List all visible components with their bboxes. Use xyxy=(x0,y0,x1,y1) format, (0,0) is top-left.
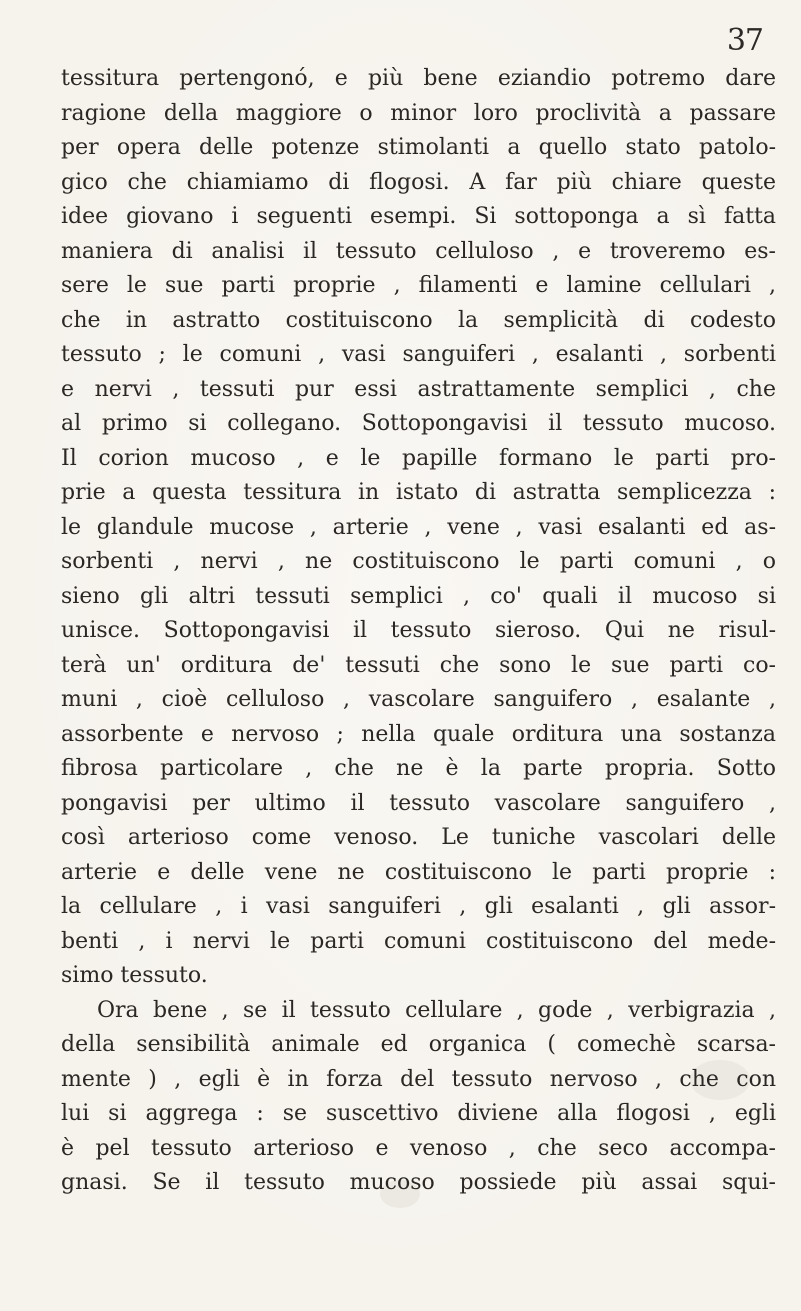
text-line: le glandule mucose , arterie , vene , vasi esalanti ed as- xyxy=(61,514,776,540)
text-line: della sensibilità animale ed organica ( comechè scarsa- xyxy=(61,1032,776,1057)
text-line: tessitura pertengonó, e più bene eziandio potremo dare xyxy=(61,66,776,91)
text-line: al primo si collegano. Sottopongavisi il tessuto mucoso. xyxy=(61,411,776,436)
page-number: 37 xyxy=(726,23,763,58)
text-line: per opera delle potenze stimolanti a quello stato patolo- xyxy=(61,135,776,160)
text-line: simo tessuto. xyxy=(61,963,208,988)
text-line: ragione della maggiore o minor loro proclività a passare xyxy=(61,100,776,126)
text-line: che in astratto costituiscono la semplicità di codesto xyxy=(61,307,776,333)
text-line: unisce. Sottopongavisi il tessuto sieroso. Qui ne risul- xyxy=(61,618,776,643)
text-line: tessuto ; le comuni , vasi sanguiferi , esalanti , sorbenti xyxy=(61,342,776,367)
text-line: sere le sue parti proprie , filamenti e lamine cellulari , xyxy=(61,273,776,298)
body-text xyxy=(61,62,776,1201)
text-line: così arterioso come venoso. Le tuniche vascolari delle xyxy=(61,825,776,850)
text-line: muni , cioè celluloso , vascolare sanguifero , esalante , xyxy=(61,687,776,712)
text-line: gico che chiamiamo di flogosi. A far più chiare queste xyxy=(61,169,776,195)
text-line: benti , i nervi le parti comuni costituiscono del mede- xyxy=(61,928,776,954)
text-line: idee giovano i seguenti esempi. Si sottoponga a sì fatta xyxy=(61,204,776,229)
text-line: pongavisi per ultimo il tessuto vascolare sanguifero , xyxy=(61,790,776,816)
text-line: lui si aggrega : se suscettivo diviene alla flogosi , egli xyxy=(61,1101,776,1126)
text-line: è pel tessuto arterioso e venoso , che seco accompa- xyxy=(61,1135,776,1161)
text-line: Il corion mucoso , e le papille formano le parti pro- xyxy=(61,445,776,471)
text-line: Ora bene , se il tessuto cellulare , gode , verbigrazia , xyxy=(97,997,776,1023)
text-line: sieno gli altri tessuti semplici , co' quali il mucoso si xyxy=(61,583,776,609)
text-line: prie a questa tessitura in istato di astratta semplicezza : xyxy=(61,480,776,505)
text-line: la cellulare , i vasi sanguiferi , gli esalanti , gli assor- xyxy=(61,894,776,919)
text-line: arterie e delle vene ne costituiscono le parti proprie : xyxy=(61,859,776,885)
text-line: gnasi. Se il tessuto mucoso possiede più assai squi- xyxy=(61,1170,776,1195)
text-line: e nervi , tessuti pur essi astrattamente semplici , che xyxy=(61,376,776,402)
text-line: maniera di analisi il tessuto celluloso , e troveremo es- xyxy=(61,238,776,264)
text-line: terà un' orditura de' tessuti che sono le sue parti co- xyxy=(61,652,776,678)
text-line: assorbente e nervoso ; nella quale orditura una sostanza xyxy=(61,721,776,747)
text-line: sorbenti , nervi , ne costituiscono le parti comuni , o xyxy=(61,549,776,574)
text-line: fibrosa particolare , che ne è la parte propria. Sotto xyxy=(61,756,776,781)
text-line: mente ) , egli è in forza del tessuto nervoso , che con xyxy=(61,1066,776,1092)
